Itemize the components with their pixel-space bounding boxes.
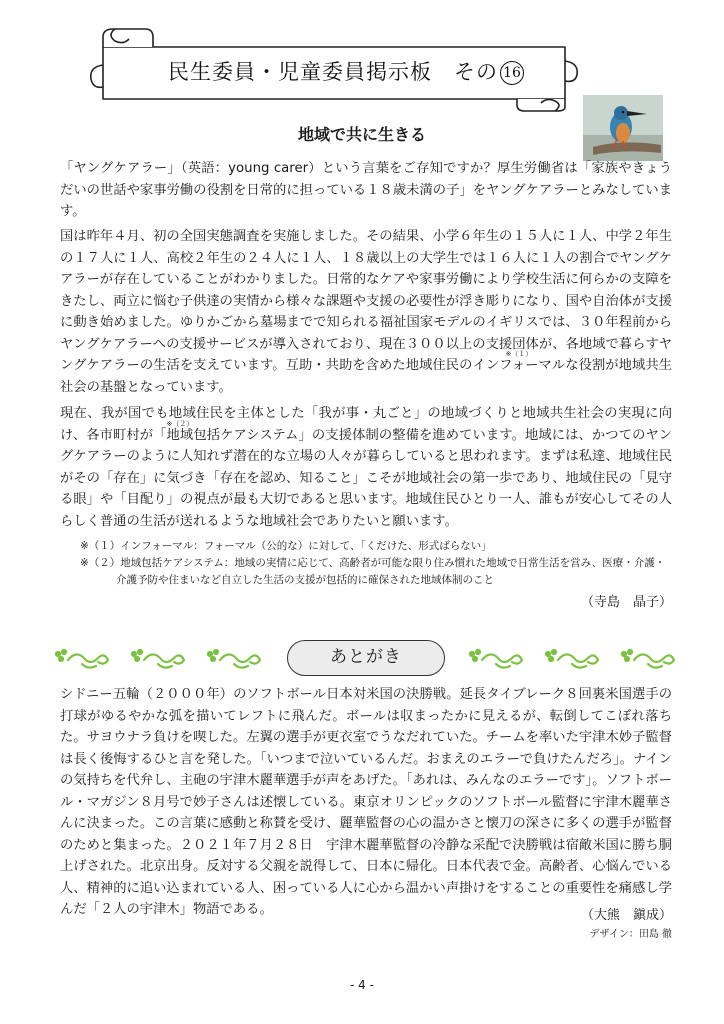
ruby-informal xyxy=(472,350,566,373)
paragraph-survey xyxy=(60,226,672,398)
design-credit: デザイン：田島 徹 xyxy=(589,929,672,940)
footnote-mark-2: ※（２） xyxy=(166,419,194,428)
footnote-2-cont: 介護予防や住まいなど自立した生活の支援が包括的に確保された地域体制のこと xyxy=(116,574,494,586)
atogaki-signature: （大熊 鎭成） xyxy=(580,908,672,923)
footnote-2: ※（２）地域包括ケアシステム：地域の実情に応じて、高齢者が可能な限り住み慣れた地域で日常生活を営み、医療・介護・ xyxy=(80,557,666,569)
paragraph-community xyxy=(60,403,672,532)
bulletin-title xyxy=(168,55,528,89)
paragraph-young-carer: 「ヤングケアラー」（英語：young carer）という言葉をご存知ですか？厚生労働省は「家族やきょうだいの世話や家事労働の役割を日常的に担っている１８歳未満の子」をヤングケアラーとみなしています。 xyxy=(60,161,672,219)
paragraph-community-text-end: 包括ケアシステム」の支援体制の整備を進めています。地域には、かつてのヤングケアラーのように人知れず潜在的な立場の人々が暮らしていると思われます。まずは私達、地域住民がその「存在」に気づき「存在を認め、知ること」こそが地域社会の第一歩であり、地域住民の「見守る眼」や「目配り」の視点が最も大切であると思います。地域住民ひとり一人、誰もが安心してその人らしく普通の生活が送れるような地域社会でありたいと願います。 xyxy=(60,427,673,529)
paragraph-survey-text: 国は昨年４月、初の全国実態調査を実施しました。その結果、小学６年生の１５人に１人、中学２年生の１７人に１人、高校２年生の２４人に１人、１８歳以上の大学生では１６人に１人の割合でヤングケアラーが存在していることがわかりました。日常的なケアや家事労働により学校生活に何らかの支障をきたし、両立に悩む子供達の実情から様々な課題や支援の必要性が浮き彫りになり、国や自治体が支援に動き始めました。ゆりかごから墓場までで知られる福祉国家モデルのイギリスでは、３０年程前からヤングケアラーへの支援サービスが導入されており、現在３００以上の支援団体が、各地域で暮らすヤングケアラーの生活を支えています。互助・共助を含めた地域住民の xyxy=(60,229,672,373)
section-title: 地域で共に生きる xyxy=(297,125,426,144)
ruby-informal-word: インフォーマル xyxy=(472,358,566,373)
footnote-mark-1: ※（１） xyxy=(505,350,533,358)
vine-ornament-right xyxy=(462,646,692,674)
footnotes xyxy=(80,538,680,589)
author-signature: （寺島 晶子） xyxy=(580,595,672,610)
page-number: - 4 - xyxy=(350,978,374,992)
issue-number: 16 xyxy=(500,61,524,85)
ruby-community xyxy=(166,419,194,443)
atogaki-text: シドニー五輪（２０００年）のソフトボール日本対米国の決勝戦。延長タイブレーク８回裏米国選手の打球がゆるやかな弧を描いてレフトに飛んだ。ボールは収まったかに見えるが、転倒してこぼれ落ちた。サヨウナラ負けを喫した。左翼の選手が更衣室でうなだれていた。チームを率いた宇津木妙子監督は長く後悔するひと言を発した。「いつまで泣いているんだ。おまえのエラーで負けたんだろ」。ナインの気持ちを代弁し、主砲の宇津木麗華選手が声をあげた。「あれは、みんなのエラーです」。ソフトボール・マガジン８月号で妙子さんは述懐している。東京オリンピックのソフトボール監督に宇津木麗華さんに決まった。この言葉に感動と称賛を受け、麗華監督の心の温かさと懐刀の深さに多くの選手が監督のためと集まった。２０２１年７月２８日 宇津木麗華監督の冷静な采配で決勝戦は宿敵米国に勝ち胴上げされた。北京出身。反対する父親を説得して、日本に帰化。日本代表で金。高齢者、心悩んでいる人、精神的に追い込まれている人、困っている人に心から温かい声掛けをすることの重要性を痛感し学んだ「２人の宇津木」物語である。 xyxy=(60,687,672,917)
ruby-community-word: 地域 xyxy=(166,427,194,443)
footnote-1: ※（１）インフォーマル：フォーマル（公的な）に対して、「くだけた、形式ばらない」 xyxy=(80,540,492,552)
vine-ornament-left xyxy=(48,646,278,674)
bulletin-title-text: 民生委員・児童委員掲示板 その xyxy=(168,60,498,84)
paragraph-survey-text-end: な役割が地域共生社会の基盤となっています。 xyxy=(60,358,673,395)
paragraph-community-text: 現在、我が国でも地域住民を主体とした「我が事・丸ごと」の地域づくりと地域共生社会の実現に向け、各市町村が「 xyxy=(60,406,672,443)
atogaki-heading: あとがき xyxy=(287,640,445,676)
